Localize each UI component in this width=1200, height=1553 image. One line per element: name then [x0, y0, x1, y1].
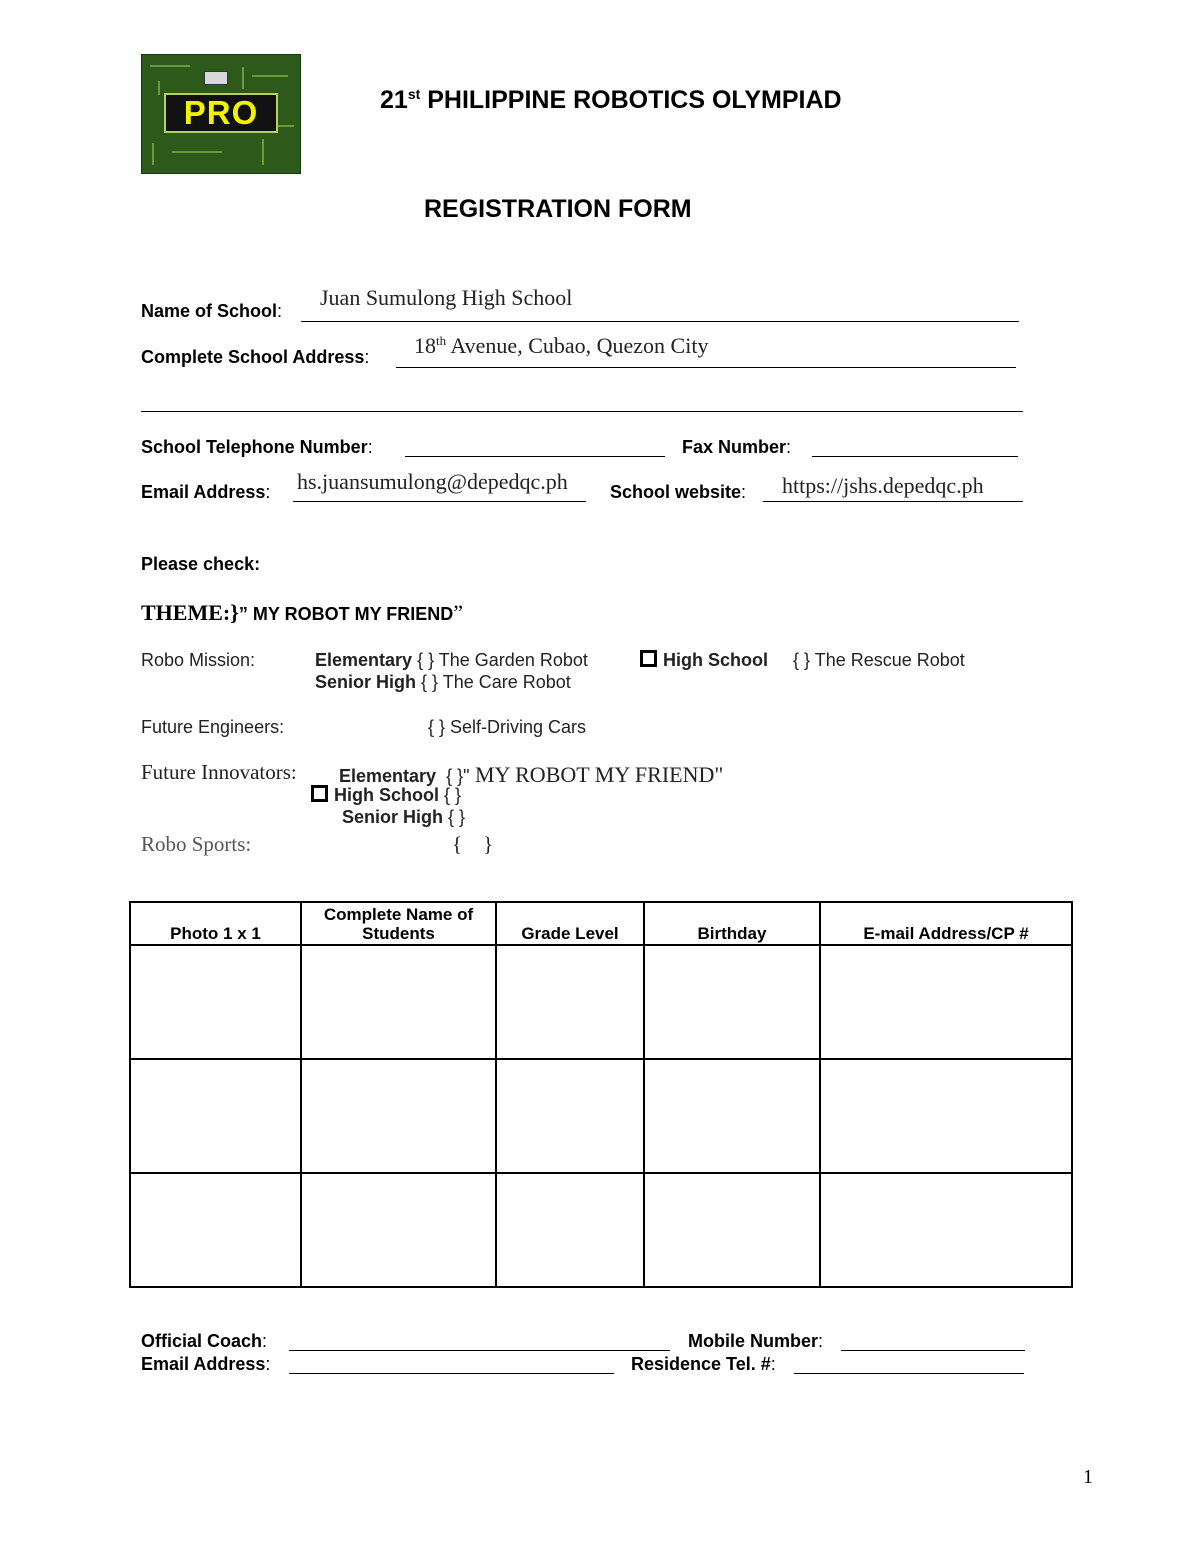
table-row	[130, 1059, 1072, 1173]
coach-email-label: Email Address:	[141, 1354, 271, 1374]
logo-text: PRO	[183, 94, 259, 131]
school-address-value[interactable]: 18th Avenue, Cubao, Quezon City	[414, 333, 709, 358]
email-line	[293, 501, 586, 502]
photo-cell[interactable]	[130, 1173, 301, 1287]
residence-label: Residence Tel. #:	[631, 1354, 776, 1374]
table-row	[130, 945, 1072, 1059]
future-innovators-senior-high[interactable]: Senior High { }	[342, 807, 466, 827]
future-engineers-label: Future Engineers:	[141, 717, 285, 737]
checkbox-icon[interactable]	[640, 650, 657, 667]
robo-sports-option[interactable]: { }	[452, 832, 494, 856]
email-cp-cell[interactable]	[820, 945, 1072, 1059]
col-student-name: Complete Name of Students	[301, 902, 496, 945]
future-innovators-high-school[interactable]: High School { }	[311, 785, 461, 806]
robo-mission-elementary[interactable]: Elementary { } The Garden Robot	[315, 650, 588, 670]
school-phone-line[interactable]	[405, 456, 665, 457]
email-cp-cell[interactable]	[820, 1173, 1072, 1287]
please-check-label: Please check:	[141, 554, 261, 574]
school-address-line-2	[141, 411, 1023, 412]
birthday-cell[interactable]	[644, 1059, 820, 1173]
website-value[interactable]: https://jshs.depedqc.ph	[782, 473, 984, 498]
students-table	[129, 901, 1073, 1288]
pro-logo	[141, 54, 301, 174]
page-number: 1	[1083, 1466, 1093, 1488]
photo-cell[interactable]	[130, 945, 301, 1059]
grade-level-cell[interactable]	[496, 1059, 644, 1173]
residence-line[interactable]	[794, 1373, 1024, 1374]
mobile-label: Mobile Number:	[688, 1331, 824, 1351]
school-name-label: Name of School:	[141, 301, 283, 321]
email-label: Email Address:	[141, 482, 271, 502]
coach-label: Official Coach:	[141, 1331, 268, 1351]
school-address-line	[396, 367, 1016, 368]
birthday-cell[interactable]	[644, 1173, 820, 1287]
birthday-cell[interactable]	[644, 945, 820, 1059]
student-name-cell[interactable]	[301, 1059, 496, 1173]
coach-email-line[interactable]	[289, 1373, 614, 1374]
grade-level-cell[interactable]	[496, 945, 644, 1059]
website-line	[763, 501, 1023, 502]
school-name-value[interactable]: Juan Sumulong High School	[320, 285, 573, 310]
grade-level-cell[interactable]	[496, 1173, 644, 1287]
col-email-cp: E-mail Address/CP #	[820, 902, 1072, 945]
website-label: School website:	[610, 482, 747, 502]
school-phone-label: School Telephone Number:	[141, 437, 373, 457]
photo-cell[interactable]	[130, 1059, 301, 1173]
robo-sports-label: Robo Sports:	[141, 832, 252, 856]
col-photo: Photo 1 x 1	[130, 902, 301, 945]
col-grade-level: Grade Level	[496, 902, 644, 945]
coach-line[interactable]	[289, 1350, 670, 1351]
page-title: 21st PHILIPPINE ROBOTICS OLYMPIAD	[380, 86, 842, 114]
mobile-line[interactable]	[841, 1350, 1025, 1351]
table-row	[130, 1173, 1072, 1287]
fax-label: Fax Number:	[682, 437, 792, 457]
student-name-cell[interactable]	[301, 1173, 496, 1287]
future-engineers-option[interactable]: { } Self-Driving Cars	[428, 717, 587, 737]
student-name-cell[interactable]	[301, 945, 496, 1059]
form-title: REGISTRATION FORM	[424, 195, 692, 223]
table-header-row	[130, 902, 1072, 945]
email-value[interactable]: hs.juansumulong@depedqc.ph	[297, 469, 568, 494]
robo-mission-high-school[interactable]: High School { } The Rescue Robot	[640, 650, 965, 671]
email-cp-cell[interactable]	[820, 1059, 1072, 1173]
school-name-line	[301, 321, 1019, 322]
robo-mission-senior-high[interactable]: Senior High { } The Care Robot	[315, 672, 571, 692]
fax-line[interactable]	[812, 456, 1018, 457]
future-innovators-elementary[interactable]: Elementary { }" MY ROBOT MY FRIEND"	[339, 762, 724, 787]
robo-mission-label: Robo Mission:	[141, 650, 256, 670]
col-birthday: Birthday	[644, 902, 820, 945]
checkbox-icon[interactable]	[311, 785, 328, 802]
theme-line: THEME:}” MY ROBOT MY FRIEND”	[141, 600, 464, 625]
school-address-label: Complete School Address:	[141, 347, 370, 367]
future-innovators-label: Future Innovators:	[141, 760, 297, 784]
